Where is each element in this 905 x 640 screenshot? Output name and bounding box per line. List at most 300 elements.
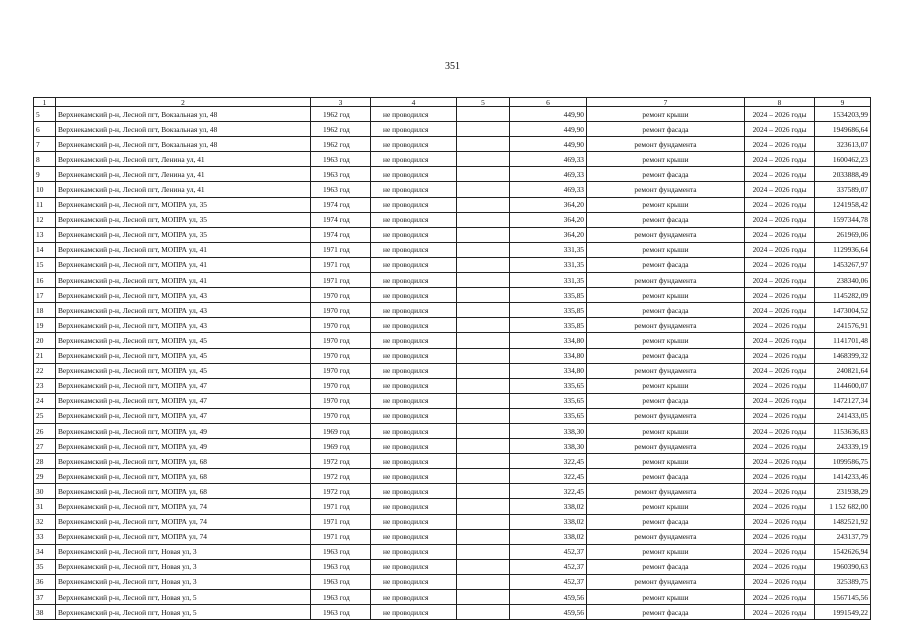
address-cell: Верхнекамский р-н, Лесной пгт, МОПРА ул, 35 <box>56 197 311 212</box>
period-cell: 2024 – 2026 годы <box>745 529 815 544</box>
year-cell: 1969 год <box>311 439 371 454</box>
survey-status-cell: не проводился <box>371 484 457 499</box>
row-number: 17 <box>34 288 56 303</box>
cost-cell: 1145282,09 <box>815 288 871 303</box>
table-row <box>34 348 871 363</box>
period-cell: 2024 – 2026 годы <box>745 348 815 363</box>
cost-cell: 1 152 682,00 <box>815 499 871 514</box>
row-number: 8 <box>34 152 56 167</box>
empty-cell <box>457 499 510 514</box>
year-cell: 1962 год <box>311 122 371 137</box>
cost-cell: 1960390,63 <box>815 559 871 574</box>
area-cell: 449,90 <box>510 107 587 122</box>
work-type-cell: ремонт фасада <box>587 167 745 182</box>
cost-cell: 1542626,94 <box>815 544 871 559</box>
work-type-cell: ремонт крыши <box>587 333 745 348</box>
column-header: 1 <box>34 98 56 107</box>
survey-status-cell: не проводился <box>371 167 457 182</box>
year-cell: 1970 год <box>311 333 371 348</box>
cost-cell: 1567145,56 <box>815 590 871 605</box>
work-type-cell: ремонт крыши <box>587 378 745 393</box>
work-type-cell: ремонт фасада <box>587 559 745 574</box>
cost-cell: 241576,91 <box>815 318 871 333</box>
table-row <box>34 167 871 182</box>
cost-cell: 1482521,92 <box>815 514 871 529</box>
empty-cell <box>457 242 510 257</box>
area-cell: 449,90 <box>510 122 587 137</box>
address-cell: Верхнекамский р-н, Лесной пгт, МОПРА ул, 45 <box>56 333 311 348</box>
cost-cell: 1991549,22 <box>815 605 871 620</box>
survey-status-cell: не проводился <box>371 318 457 333</box>
table-row <box>34 152 871 167</box>
empty-cell <box>457 469 510 484</box>
row-number: 34 <box>34 544 56 559</box>
row-number: 31 <box>34 499 56 514</box>
table-row <box>34 288 871 303</box>
work-type-cell: ремонт крыши <box>587 590 745 605</box>
work-type-cell: ремонт фундамента <box>587 439 745 454</box>
work-type-cell: ремонт крыши <box>587 544 745 559</box>
address-cell: Верхнекамский р-н, Лесной пгт, МОПРА ул, 41 <box>56 273 311 288</box>
year-cell: 1974 год <box>311 197 371 212</box>
cost-cell: 1414233,46 <box>815 469 871 484</box>
address-cell: Верхнекамский р-н, Лесной пгт, МОПРА ул, 45 <box>56 363 311 378</box>
period-cell: 2024 – 2026 годы <box>745 182 815 197</box>
period-cell: 2024 – 2026 годы <box>745 303 815 318</box>
empty-cell <box>457 454 510 469</box>
empty-cell <box>457 318 510 333</box>
address-cell: Верхнекамский р-н, Лесной пгт, МОПРА ул, 47 <box>56 408 311 423</box>
row-number: 21 <box>34 348 56 363</box>
year-cell: 1971 год <box>311 499 371 514</box>
period-cell: 2024 – 2026 годы <box>745 242 815 257</box>
work-type-cell: ремонт фасада <box>587 122 745 137</box>
table-row <box>34 499 871 514</box>
row-number: 36 <box>34 574 56 589</box>
row-number: 18 <box>34 303 56 318</box>
area-cell: 338,02 <box>510 499 587 514</box>
address-cell: Верхнекамский р-н, Лесной пгт, Новая ул, 5 <box>56 590 311 605</box>
table-row <box>34 197 871 212</box>
survey-status-cell: не проводился <box>371 107 457 122</box>
empty-cell <box>457 590 510 605</box>
work-type-cell: ремонт фундамента <box>587 137 745 152</box>
area-cell: 335,65 <box>510 393 587 408</box>
table-row <box>34 378 871 393</box>
cost-cell: 1099586,75 <box>815 454 871 469</box>
empty-cell <box>457 273 510 288</box>
row-number: 28 <box>34 454 56 469</box>
area-cell: 322,45 <box>510 454 587 469</box>
survey-status-cell: не проводился <box>371 348 457 363</box>
area-cell: 338,02 <box>510 514 587 529</box>
cost-cell: 1468399,32 <box>815 348 871 363</box>
year-cell: 1970 год <box>311 303 371 318</box>
survey-status-cell: не проводился <box>371 544 457 559</box>
address-cell: Верхнекамский р-н, Лесной пгт, Вокзальная ул, 48 <box>56 107 311 122</box>
work-type-cell: ремонт крыши <box>587 454 745 469</box>
area-cell: 338,30 <box>510 423 587 438</box>
address-cell: Верхнекамский р-н, Лесной пгт, МОПРА ул, 47 <box>56 393 311 408</box>
period-cell: 2024 – 2026 годы <box>745 257 815 272</box>
period-cell: 2024 – 2026 годы <box>745 273 815 288</box>
area-cell: 364,20 <box>510 227 587 242</box>
work-type-cell: ремонт фасада <box>587 469 745 484</box>
empty-cell <box>457 333 510 348</box>
row-number: 23 <box>34 378 56 393</box>
empty-cell <box>457 514 510 529</box>
address-cell: Верхнекамский р-н, Лесной пгт, МОПРА ул, 74 <box>56 514 311 529</box>
year-cell: 1963 год <box>311 167 371 182</box>
survey-status-cell: не проводился <box>371 408 457 423</box>
area-cell: 331,35 <box>510 273 587 288</box>
area-cell: 335,65 <box>510 378 587 393</box>
empty-cell <box>457 605 510 620</box>
year-cell: 1963 год <box>311 605 371 620</box>
year-cell: 1963 год <box>311 590 371 605</box>
period-cell: 2024 – 2026 годы <box>745 454 815 469</box>
period-cell: 2024 – 2026 годы <box>745 514 815 529</box>
cost-cell: 1473004,52 <box>815 303 871 318</box>
work-type-cell: ремонт фундамента <box>587 318 745 333</box>
period-cell: 2024 – 2026 годы <box>745 107 815 122</box>
column-header: 5 <box>457 98 510 107</box>
address-cell: Верхнекамский р-н, Лесной пгт, МОПРА ул, 41 <box>56 257 311 272</box>
cost-cell: 337589,07 <box>815 182 871 197</box>
period-cell: 2024 – 2026 годы <box>745 544 815 559</box>
empty-cell <box>457 544 510 559</box>
year-cell: 1971 год <box>311 273 371 288</box>
period-cell: 2024 – 2026 годы <box>745 137 815 152</box>
table-row <box>34 574 871 589</box>
empty-cell <box>457 182 510 197</box>
empty-cell <box>457 197 510 212</box>
period-cell: 2024 – 2026 годы <box>745 408 815 423</box>
empty-cell <box>457 378 510 393</box>
cost-cell: 231938,29 <box>815 484 871 499</box>
work-type-cell: ремонт крыши <box>587 242 745 257</box>
area-cell: 334,80 <box>510 333 587 348</box>
row-number: 29 <box>34 469 56 484</box>
empty-cell <box>457 423 510 438</box>
column-header: 6 <box>510 98 587 107</box>
column-header: 2 <box>56 98 311 107</box>
area-cell: 338,30 <box>510 439 587 454</box>
year-cell: 1972 год <box>311 454 371 469</box>
work-type-cell: ремонт крыши <box>587 197 745 212</box>
area-cell: 335,85 <box>510 288 587 303</box>
year-cell: 1972 год <box>311 484 371 499</box>
table-row <box>34 590 871 605</box>
year-cell: 1963 год <box>311 559 371 574</box>
year-cell: 1974 год <box>311 212 371 227</box>
empty-cell <box>457 363 510 378</box>
work-type-cell: ремонт фасада <box>587 514 745 529</box>
cost-cell: 1144600,07 <box>815 378 871 393</box>
address-cell: Верхнекамский р-н, Лесной пгт, МОПРА ул, 43 <box>56 303 311 318</box>
address-cell: Верхнекамский р-н, Лесной пгт, МОПРА ул, 43 <box>56 318 311 333</box>
year-cell: 1970 год <box>311 378 371 393</box>
work-type-cell: ремонт фундамента <box>587 529 745 544</box>
cost-cell: 1453267,97 <box>815 257 871 272</box>
address-cell: Верхнекамский р-н, Лесной пгт, МОПРА ул, 74 <box>56 499 311 514</box>
row-number: 25 <box>34 408 56 423</box>
survey-status-cell: не проводился <box>371 288 457 303</box>
survey-status-cell: не проводился <box>371 303 457 318</box>
empty-cell <box>457 137 510 152</box>
row-number: 20 <box>34 333 56 348</box>
work-type-cell: ремонт крыши <box>587 288 745 303</box>
cost-cell: 325389,75 <box>815 574 871 589</box>
row-number: 37 <box>34 590 56 605</box>
survey-status-cell: не проводился <box>371 182 457 197</box>
table-row <box>34 107 871 122</box>
area-cell: 334,80 <box>510 363 587 378</box>
address-cell: Верхнекамский р-н, Лесной пгт, МОПРА ул, 49 <box>56 423 311 438</box>
survey-status-cell: не проводился <box>371 122 457 137</box>
empty-cell <box>457 529 510 544</box>
work-type-cell: ремонт фундамента <box>587 408 745 423</box>
row-number: 38 <box>34 605 56 620</box>
period-cell: 2024 – 2026 годы <box>745 227 815 242</box>
work-type-cell: ремонт фундамента <box>587 273 745 288</box>
address-cell: Верхнекамский р-н, Лесной пгт, Ленина ул, 41 <box>56 167 311 182</box>
area-cell: 338,02 <box>510 529 587 544</box>
table-row <box>34 439 871 454</box>
empty-cell <box>457 574 510 589</box>
survey-status-cell: не проводился <box>371 137 457 152</box>
table-row <box>34 529 871 544</box>
year-cell: 1970 год <box>311 408 371 423</box>
empty-cell <box>457 484 510 499</box>
address-cell: Верхнекамский р-н, Лесной пгт, Новая ул, 3 <box>56 574 311 589</box>
address-cell: Верхнекамский р-н, Лесной пгт, МОПРА ул, 45 <box>56 348 311 363</box>
page-number: 351 <box>445 61 460 72</box>
area-cell: 322,45 <box>510 484 587 499</box>
period-cell: 2024 – 2026 годы <box>745 152 815 167</box>
empty-cell <box>457 227 510 242</box>
area-cell: 469,33 <box>510 182 587 197</box>
survey-status-cell: не проводился <box>371 559 457 574</box>
year-cell: 1962 год <box>311 107 371 122</box>
survey-status-cell: не проводился <box>371 227 457 242</box>
cost-cell: 1949686,64 <box>815 122 871 137</box>
table-row <box>34 122 871 137</box>
area-cell: 469,33 <box>510 152 587 167</box>
table-row <box>34 423 871 438</box>
row-number: 14 <box>34 242 56 257</box>
address-cell: Верхнекамский р-н, Лесной пгт, Новая ул, 3 <box>56 544 311 559</box>
address-cell: Верхнекамский р-н, Лесной пгт, МОПРА ул, 35 <box>56 227 311 242</box>
survey-status-cell: не проводился <box>371 333 457 348</box>
year-cell: 1970 год <box>311 288 371 303</box>
address-cell: Верхнекамский р-н, Лесной пгт, МОПРА ул, 47 <box>56 378 311 393</box>
survey-status-cell: не проводился <box>371 529 457 544</box>
table-row <box>34 227 871 242</box>
cost-cell: 261969,06 <box>815 227 871 242</box>
work-type-cell: ремонт фасада <box>587 348 745 363</box>
table-row <box>34 514 871 529</box>
row-number: 13 <box>34 227 56 242</box>
period-cell: 2024 – 2026 годы <box>745 378 815 393</box>
address-cell: Верхнекамский р-н, Лесной пгт, МОПРА ул, 49 <box>56 439 311 454</box>
area-cell: 452,37 <box>510 544 587 559</box>
period-cell: 2024 – 2026 годы <box>745 469 815 484</box>
survey-status-cell: не проводился <box>371 499 457 514</box>
period-cell: 2024 – 2026 годы <box>745 363 815 378</box>
area-cell: 452,37 <box>510 559 587 574</box>
work-type-cell: ремонт крыши <box>587 152 745 167</box>
row-number: 10 <box>34 182 56 197</box>
year-cell: 1970 год <box>311 393 371 408</box>
address-cell: Верхнекамский р-н, Лесной пгт, МОПРА ул, 74 <box>56 529 311 544</box>
period-cell: 2024 – 2026 годы <box>745 393 815 408</box>
work-type-cell: ремонт крыши <box>587 499 745 514</box>
address-cell: Верхнекамский р-н, Лесной пгт, Ленина ул, 41 <box>56 152 311 167</box>
address-cell: Верхнекамский р-н, Лесной пгт, Новая ул, 3 <box>56 559 311 574</box>
area-cell: 334,80 <box>510 348 587 363</box>
cost-cell: 1141701,48 <box>815 333 871 348</box>
address-cell: Верхнекамский р-н, Лесной пгт, Вокзальная ул, 48 <box>56 122 311 137</box>
period-cell: 2024 – 2026 годы <box>745 574 815 589</box>
row-number: 32 <box>34 514 56 529</box>
survey-status-cell: не проводился <box>371 605 457 620</box>
cost-cell: 2033888,49 <box>815 167 871 182</box>
survey-status-cell: не проводился <box>371 469 457 484</box>
survey-status-cell: не проводился <box>371 454 457 469</box>
empty-cell <box>457 303 510 318</box>
area-cell: 449,90 <box>510 137 587 152</box>
cost-cell: 1600462,23 <box>815 152 871 167</box>
empty-cell <box>457 408 510 423</box>
work-type-cell: ремонт фасада <box>587 257 745 272</box>
empty-cell <box>457 107 510 122</box>
table-row <box>34 363 871 378</box>
row-number: 27 <box>34 439 56 454</box>
address-cell: Верхнекамский р-н, Лесной пгт, Ленина ул, 41 <box>56 182 311 197</box>
column-header: 7 <box>587 98 745 107</box>
period-cell: 2024 – 2026 годы <box>745 197 815 212</box>
empty-cell <box>457 257 510 272</box>
period-cell: 2024 – 2026 годы <box>745 559 815 574</box>
period-cell: 2024 – 2026 годы <box>745 439 815 454</box>
column-header: 3 <box>311 98 371 107</box>
table-row <box>34 333 871 348</box>
survey-status-cell: не проводился <box>371 242 457 257</box>
year-cell: 1970 год <box>311 348 371 363</box>
work-type-cell: ремонт фундамента <box>587 574 745 589</box>
period-cell: 2024 – 2026 годы <box>745 122 815 137</box>
row-number: 6 <box>34 122 56 137</box>
empty-cell <box>457 393 510 408</box>
period-cell: 2024 – 2026 годы <box>745 288 815 303</box>
table-row <box>34 454 871 469</box>
row-number: 30 <box>34 484 56 499</box>
area-cell: 331,35 <box>510 257 587 272</box>
table-row <box>34 303 871 318</box>
row-number: 5 <box>34 107 56 122</box>
area-cell: 322,45 <box>510 469 587 484</box>
address-cell: Верхнекамский р-н, Лесной пгт, МОПРА ул, 68 <box>56 484 311 499</box>
year-cell: 1971 год <box>311 529 371 544</box>
work-type-cell: ремонт фундамента <box>587 484 745 499</box>
area-cell: 335,85 <box>510 318 587 333</box>
table-row <box>34 544 871 559</box>
area-cell: 364,20 <box>510 197 587 212</box>
work-type-cell: ремонт фасада <box>587 605 745 620</box>
address-cell: Верхнекамский р-н, Лесной пгт, МОПРА ул, 35 <box>56 212 311 227</box>
area-cell: 331,35 <box>510 242 587 257</box>
column-header: 9 <box>815 98 871 107</box>
empty-cell <box>457 348 510 363</box>
period-cell: 2024 – 2026 годы <box>745 605 815 620</box>
period-cell: 2024 – 2026 годы <box>745 423 815 438</box>
table-row <box>34 257 871 272</box>
area-cell: 452,37 <box>510 574 587 589</box>
survey-status-cell: не проводился <box>371 423 457 438</box>
area-cell: 459,56 <box>510 605 587 620</box>
row-number: 9 <box>34 167 56 182</box>
cost-cell: 241433,05 <box>815 408 871 423</box>
address-cell: Верхнекамский р-н, Лесной пгт, МОПРА ул, 43 <box>56 288 311 303</box>
year-cell: 1963 год <box>311 574 371 589</box>
row-number: 35 <box>34 559 56 574</box>
area-cell: 469,33 <box>510 167 587 182</box>
empty-cell <box>457 152 510 167</box>
survey-status-cell: не проводился <box>371 197 457 212</box>
area-cell: 335,85 <box>510 303 587 318</box>
row-number: 19 <box>34 318 56 333</box>
work-type-cell: ремонт крыши <box>587 423 745 438</box>
survey-status-cell: не проводился <box>371 257 457 272</box>
year-cell: 1969 год <box>311 423 371 438</box>
empty-cell <box>457 288 510 303</box>
cost-cell: 243339,19 <box>815 439 871 454</box>
row-number: 15 <box>34 257 56 272</box>
row-number: 24 <box>34 393 56 408</box>
cost-cell: 243137,79 <box>815 529 871 544</box>
survey-status-cell: не проводился <box>371 514 457 529</box>
year-cell: 1974 год <box>311 227 371 242</box>
survey-status-cell: не проводился <box>371 273 457 288</box>
table-row <box>34 469 871 484</box>
row-number: 11 <box>34 197 56 212</box>
work-type-cell: ремонт крыши <box>587 107 745 122</box>
cost-cell: 240821,64 <box>815 363 871 378</box>
table-row <box>34 484 871 499</box>
cost-cell: 1534203,99 <box>815 107 871 122</box>
year-cell: 1962 год <box>311 137 371 152</box>
table-row <box>34 242 871 257</box>
year-cell: 1971 год <box>311 257 371 272</box>
table-row <box>34 212 871 227</box>
survey-status-cell: не проводился <box>371 152 457 167</box>
table-row <box>34 137 871 152</box>
period-cell: 2024 – 2026 годы <box>745 484 815 499</box>
column-header: 8 <box>745 98 815 107</box>
row-number: 12 <box>34 212 56 227</box>
year-cell: 1972 год <box>311 469 371 484</box>
cost-cell: 1129936,64 <box>815 242 871 257</box>
period-cell: 2024 – 2026 годы <box>745 590 815 605</box>
table-row <box>34 605 871 620</box>
empty-cell <box>457 167 510 182</box>
work-type-cell: ремонт фундамента <box>587 363 745 378</box>
cost-cell: 1241958,42 <box>815 197 871 212</box>
address-cell: Верхнекамский р-н, Лесной пгт, МОПРА ул, 41 <box>56 242 311 257</box>
table-row <box>34 559 871 574</box>
year-cell: 1971 год <box>311 242 371 257</box>
